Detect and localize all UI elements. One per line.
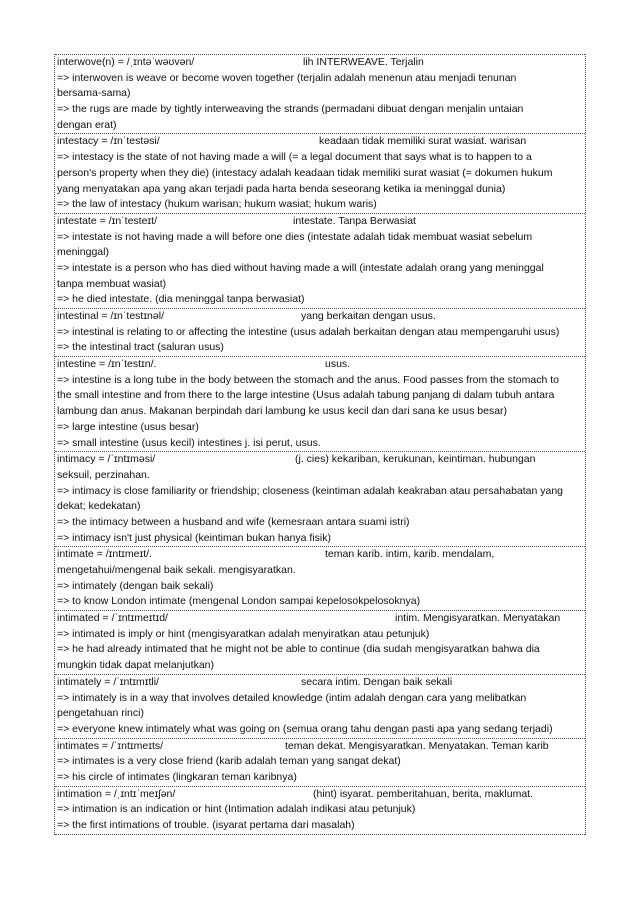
headword: intestacy = /ɪnˈtestəsi/ [57,135,160,148]
entry-text-line: lambung dan anus. Makanan berpindah dari lambung ke usus kecil dan dari sana ke usus besar) [57,405,508,418]
entry-heading-line [55,787,585,803]
entry-heading-line [55,55,585,71]
entry-text-line: bersama-sama) [57,87,131,100]
dictionary-entry [55,356,585,451]
gloss: secara intim. Dengan baik sekali [301,675,453,688]
headword: intimate = /ɪntɪmeɪt/. [57,548,152,561]
gloss: (j. cies) kekariban, kerukunan, keintiman. hubungan [295,453,536,466]
entry-text-line: => intimacy is close familiarity or friendship; closeness (keintiman adalah keakraban atau persahabatan yang [57,484,564,497]
gloss: yang berkaitan dengan usus. [301,310,436,322]
dictionary-entry [55,451,585,546]
entry-text-line: seksuil, perzinahan. [57,468,150,481]
entry-text-line: => intimated is imply or hint (mengisyaratkan adalah menyiratkan atau petunjuk) [57,627,430,640]
entry-text-line: => his circle of intimates (lingkaran teman karibnya) [57,770,297,783]
entry-text-line: person's property when they die) (intestacy adalah keadaan tidak memiliki surat wasiat (= dokumen hukum [57,166,553,179]
entry-text-line: tanpa membuat wasiat) [57,277,167,290]
gloss: intestate. Tanpa Berwasiat [293,214,416,227]
entry-text-line: => intestate is a person who has died without having made a will (intestate adalah orang yang meninggal [57,261,544,274]
entry-text-line: dengan erat) [57,118,117,131]
gloss: (hint) isyarat. pemberitahuan, berita, maklumat. [313,787,534,800]
entry-text-line: => intimately (dengan baik sekali) [57,579,214,592]
entry-heading-line [55,739,585,755]
entry-heading-line [55,214,585,230]
gloss: teman dekat. Mengisyaratkan. Menyatakan. Teman karib [285,739,549,752]
dictionary-entry [55,738,585,786]
entry-text-line: => the intestinal tract (saluran usus) [57,341,224,354]
entry-text-line: the small intestine and from there to the large intestine (Usus adalah tabung panjang di dalam tubuh antara [57,389,555,402]
entry-text-line: => intimation is an indication or hint (Intimation adalah indikasi atau petunjuk) [57,803,416,816]
entry-text-line: => intimately is in a way that involves detailed knowledge (intim adalah dengan cara yang melibatkan [57,691,527,704]
entry-text-line: meninggal) [57,246,109,259]
entry-text-line: => small intestine (usus kecil) intestines j. isi perut, usus. [57,436,321,449]
gloss: intim. Mengisyaratkan. Menyatakan [395,612,561,625]
entry-heading-line [55,357,585,373]
entry-text-line: => to know London intimate (mengenal London sampai kepelosokpelosoknya) [57,595,421,608]
headword: intimately = /ˈɪntɪmɪtli/ [57,675,159,688]
dictionary-entry [55,546,585,610]
entry-text-line: pengetahuan rinci) [57,707,144,720]
dictionary-entry [55,308,585,356]
entry-text-line: => intestinal is relating to or affecting the intestine (usus adalah berkaitan dengan atau mempengaruhi usus) [57,325,560,338]
headword: intestinal = /ɪnˈtestɪnəl/ [57,310,164,322]
entry-text-line: => intestine is a long tube in the body between the stomach and the anus. Food passes from the stomach to [57,373,559,386]
entry-heading-line [55,134,585,150]
dictionary-entry [55,213,585,308]
entry-text-line: => the intimacy between a husband and wife (kemesraan antara suami istri) [57,515,410,528]
entry-heading-line [55,452,585,468]
entry-text-line: => intestacy is the state of not having made a will (= a legal document that says what is to happen to a [57,151,532,164]
dictionary-entry [55,133,585,212]
headword: intimacy = /ˈɪntɪməsi/ [57,453,156,466]
entry-text-line: mungkin tidak dapat melanjutkan) [57,659,215,672]
entry-text-line: => intestate is not having made a will before one dies (intestate adalah tidak membuat wasiat sebelum [57,230,533,243]
dictionary-entry [55,610,585,674]
entry-heading-line [55,309,585,325]
entry-text-line: => interwoven is weave or become woven together (terjalin adalah menenun atau menjadi tenunan [57,71,517,84]
dictionary-entries [54,54,586,835]
entry-text-line: => the first intimations of trouble. (isyarat pertama dari masalah) [57,819,355,831]
headword: intestate = /ɪnˈtesteɪt/ [57,214,157,227]
entry-text-line: => he had already intimated that he might not be able to continue (dia sudah mengisyaratkan bahwa dia [57,643,540,656]
dictionary-entry [55,786,585,835]
entry-text-line: mengetahui/mengenal baik sekali. mengisyaratkan. [57,564,296,576]
entry-text-line: dekat; kedekatan) [57,500,141,513]
entry-text-line: => everyone knew intimately what was going on (semua orang tahu dengan pasti apa yang sedang terjadi) [57,722,553,735]
headword: interwove(n) = /ˌɪntəˈwəʊvən/ [57,56,195,68]
headword: intimates = /ˈɪntɪmeɪts/ [57,739,164,752]
entry-text-line: => the law of intestacy (hukum warisan; hukum wasiat; hukum waris) [57,198,377,211]
entry-heading-line [55,675,585,691]
entry-text-line: => intimacy isn't just physical (keintiman bukan hanya fisik) [57,531,331,544]
headword: intimation = /ˌɪntɪˈmeɪʃən/ [57,787,176,800]
gloss: usus. [325,358,351,371]
entry-text-line: => intimates is a very close friend (karib adalah teman yang sangat dekat) [57,755,401,768]
gloss: lih INTERWEAVE. Terjalin [303,56,424,68]
entry-text-line: yang menyatakan apa yang akan terjadi pada harta benda seseorang ketika ia meninggal dunia) [57,182,506,195]
entry-text-line: => he died intestate. (dia meninggal tanpa berwasiat) [57,293,305,306]
entry-text-line: => large intestine (usus besar) [57,420,199,433]
gloss: keadaan tidak memiliki surat wasiat. warisan [319,135,527,148]
entry-heading-line [55,611,585,627]
entry-heading-line [55,547,585,563]
headword: intestine = /ɪnˈtestɪn/. [57,358,157,371]
dictionary-entry [55,674,585,738]
headword: intimated = /ˈɪntɪmeɪtɪd/ [57,612,168,625]
entry-text-line: => the rugs are made by tightly interweaving the strands (permadani dibuat dengan menjalin untaian [57,103,524,116]
dictionary-entry [55,54,585,133]
gloss: teman karib. intim, karib. mendalam, [325,548,495,561]
